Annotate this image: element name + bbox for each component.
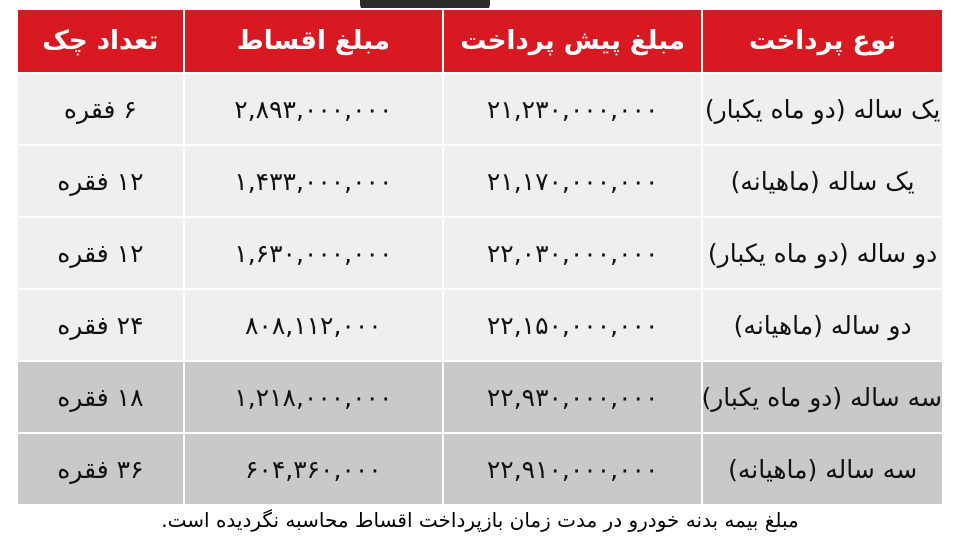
installments-table [16, 8, 944, 506]
table-row [17, 433, 943, 505]
cell-down-payment: ۲۱,۲۳۰,۰۰۰,۰۰۰ [443, 73, 702, 145]
table-header-row [17, 9, 943, 73]
cell-payment-type: دو ساله (ماهیانه) [702, 289, 943, 361]
cell-payment-type: سه ساله (ماهیانه) [702, 433, 943, 505]
cell-payment-type: دو ساله (دو ماه یکبار) [702, 217, 943, 289]
cell-payment-type: یک ساله (دو ماه یکبار) [702, 73, 943, 145]
cell-installment-amount: ۶۰۴,۳۶۰,۰۰۰ [184, 433, 443, 505]
table-row [17, 73, 943, 145]
cell-installment-amount: ۲,۸۹۳,۰۰۰,۰۰۰ [184, 73, 443, 145]
cell-cheque-count: ۱۲ فقره [17, 145, 184, 217]
table-body [17, 73, 943, 505]
cell-down-payment: ۲۲,۹۳۰,۰۰۰,۰۰۰ [443, 361, 702, 433]
cell-down-payment: ۲۲,۹۱۰,۰۰۰,۰۰۰ [443, 433, 702, 505]
cell-payment-type: یک ساله (ماهیانه) [702, 145, 943, 217]
cell-cheque-count: ۲۴ فقره [17, 289, 184, 361]
table-header [17, 9, 943, 73]
cell-down-payment: ۲۱,۱۷۰,۰۰۰,۰۰۰ [443, 145, 702, 217]
column-header-cheque-count: تعداد چک [17, 9, 184, 73]
installments-table-container [16, 8, 944, 506]
table-row [17, 289, 943, 361]
footnote-text: مبلغ بیمه بدنه خودرو در مدت زمان بازپرداخت اقساط محاسبه نگردیده است. [161, 508, 799, 532]
column-header-installment-amount: مبلغ اقساط [184, 9, 443, 73]
cell-down-payment: ۲۲,۰۳۰,۰۰۰,۰۰۰ [443, 217, 702, 289]
cell-cheque-count: ۳۶ فقره [17, 433, 184, 505]
cell-installment-amount: ۱,۶۳۰,۰۰۰,۰۰۰ [184, 217, 443, 289]
cell-cheque-count: ۱۲ فقره [17, 217, 184, 289]
column-header-down-payment: مبلغ پیش پرداخت [443, 9, 702, 73]
cell-installment-amount: ۸۰۸,۱۱۲,۰۰۰ [184, 289, 443, 361]
table-row [17, 145, 943, 217]
column-header-payment-type: نوع پرداخت [702, 9, 943, 73]
table-row [17, 361, 943, 433]
cell-installment-amount: ۱,۴۳۳,۰۰۰,۰۰۰ [184, 145, 443, 217]
cell-down-payment: ۲۲,۱۵۰,۰۰۰,۰۰۰ [443, 289, 702, 361]
cell-payment-type: سه ساله (دو ماه یکبار) [702, 361, 943, 433]
cell-cheque-count: ۶ فقره [17, 73, 184, 145]
cell-installment-amount: ۱,۲۱۸,۰۰۰,۰۰۰ [184, 361, 443, 433]
table-row [17, 217, 943, 289]
cell-cheque-count: ۱۸ فقره [17, 361, 184, 433]
